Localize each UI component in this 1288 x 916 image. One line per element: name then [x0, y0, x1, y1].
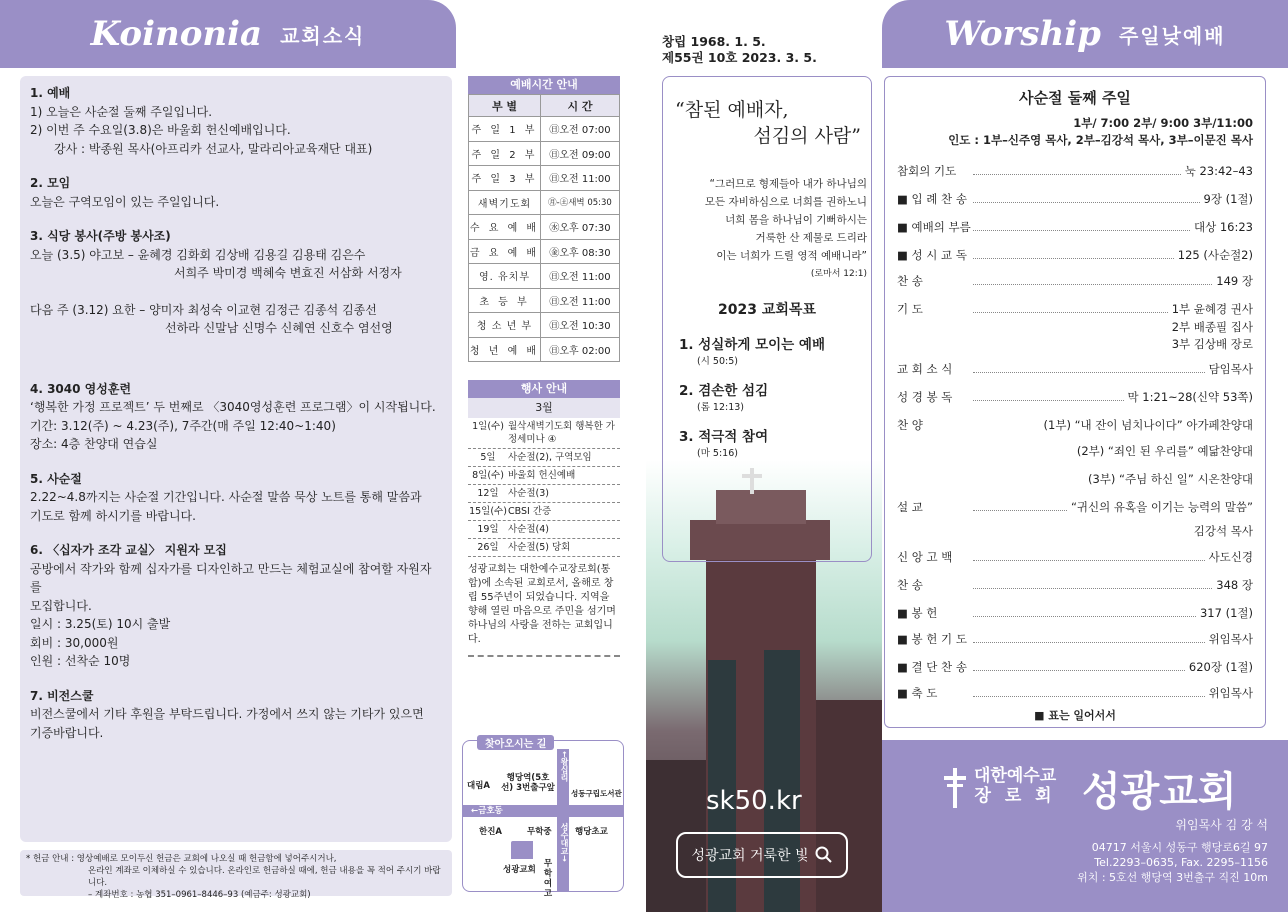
news-title: 2. 모임	[30, 176, 71, 190]
order-row: 찬 양 (1부) “내 잔이 넘치나이다” 아가페찬양대	[897, 418, 1253, 432]
goal-item: 1. 성실하게 모이는 예배 (시 50:5)	[679, 337, 825, 367]
preacher: 김강석 목사	[1193, 524, 1253, 538]
note-line: – 계좌번호 : 농협 351–0961–8446–93 (예금주: 성광교회)	[88, 890, 311, 900]
order-row: 기 도 1부 윤혜경 권사	[897, 302, 1253, 316]
news-line: 2) 이번 주 수요일(3.8)은 바울회 헌신예배입니다.	[30, 123, 291, 137]
theme-line: “참된 예배자,	[675, 99, 789, 121]
news-title: 6. 〈십자가 조각 교실〉 지원자 모집	[30, 543, 227, 557]
order-row: 설 교 “귀신의 유혹을 이기는 능력의 말씀”	[897, 500, 1253, 514]
koinonia-header	[0, 0, 456, 68]
news-line: 비전스쿨에서 기타 후원을 부탁드립니다. 가정에서 쓰지 않는 기타가 있으면	[30, 707, 424, 721]
events-title: 행사 안내	[468, 380, 620, 398]
standing-note: ■ 표는 일어서서	[1034, 709, 1116, 722]
news-line: ‘행복한 가정 프로젝트’ 두 번째로 〈3040영성훈련 프로그램〉이 시작됩니다.	[30, 400, 436, 414]
directions-map	[462, 739, 624, 899]
goal-item: 3. 적극적 참여 (마 5:16)	[679, 429, 769, 459]
verse-ref: (로마서 12:1)	[810, 269, 867, 279]
service-times: 1부/ 7:00 2부/ 9:00 3부/11:00 인도 : 1부–신주영 목사, 2부–김강석 목사, 3부–이문진 목사	[948, 116, 1253, 147]
map-label: 성동구립도서관	[571, 789, 622, 798]
list-item: 1일(수) 월삭새벽기도회 행복한 가정세미나 ④	[468, 418, 620, 449]
news-line: 장소: 4층 찬양대 연습실	[30, 437, 158, 451]
list-item: 8일(수) 바울회 헌신예배	[468, 467, 620, 485]
church-map-icon	[511, 841, 533, 859]
event-guide	[468, 380, 620, 657]
news-line: 강사 : 박종원 목사(아프리카 선교사, 말라리아교육재단 대표)	[54, 141, 373, 156]
news-title: 7. 비전스쿨	[30, 688, 94, 703]
map-label: 행당초교	[575, 827, 608, 837]
news-line: 서희주 박미경 백혜숙 변효진 서삼화 서정자	[174, 266, 402, 280]
list-item: 5일 사순절(2), 구역모임	[468, 449, 620, 467]
list-item: 15일(수) CBSI 간증	[468, 503, 620, 521]
table-row: 새벽기도회 ㊊-㊏새벽 05:30	[469, 190, 620, 215]
news-line: 오늘은 구역모임이 있는 주일입니다.	[30, 194, 220, 209]
publication-info	[662, 34, 817, 66]
table-row: 청 년 예 배 ㊐오후 02:00	[469, 337, 620, 362]
map-label: 대림A	[467, 781, 491, 791]
order-row: ■ 성 시 교 독 125 (사순절2)	[897, 248, 1253, 262]
schedule-table	[468, 94, 620, 362]
map-label: ←왕십리	[560, 751, 569, 782]
news-line: 회비 : 30,000원	[30, 635, 119, 650]
list-item: 26일 사순절(5) 당회	[468, 539, 620, 557]
note-line: * 헌금 안내 : 영상예배로 모이두신 헌금은 교회에 나오실 때 헌금함에 넣어주시거나,	[26, 854, 337, 864]
news-title: 4. 3040 영성훈련	[30, 381, 132, 396]
map-label: 행당역(5호선) 3번출구앞	[501, 773, 555, 793]
choir-line: (3부) “주님 하신 일” 시온찬양대	[1087, 472, 1253, 486]
theme-box	[662, 76, 872, 562]
goal-item: 2. 겸손한 섬김 (롬 12:13)	[679, 383, 769, 413]
map-label: 무학여고	[543, 859, 553, 899]
search-icon	[815, 846, 833, 864]
news-line: 2.22~4.8까지는 사순절 기간입니다. 사순절 말씀 묵상 노트를 통해 말씀과	[30, 490, 422, 504]
order-row: ■ 결 단 찬 송 620장 (1절)	[897, 660, 1253, 674]
goals-title: 2023 교회목표	[718, 302, 816, 318]
table-row: 영. 유치부 ㊐오전 11:00	[469, 264, 620, 289]
search-box[interactable]	[676, 832, 848, 878]
news-title: 3. 식당 봉사(주방 봉사조)	[30, 229, 171, 243]
order-row: 교 회 소 식 담임목사	[897, 362, 1253, 376]
map-label: 성수대교→	[560, 823, 569, 862]
order-row: 찬 송 149 장	[897, 274, 1253, 288]
order-row: 찬 송 348 장	[897, 578, 1253, 592]
founded: 창립 1968. 1. 5.	[662, 34, 766, 49]
order-row: ■ 봉 헌 317 (1절)	[897, 606, 1253, 620]
order-row: ■ 축 도 위임목사	[897, 686, 1253, 700]
news-line: 공방에서 작가와 함께 십자가를 디자인하고 만드는 체험교실에 참여할 자원자를	[30, 561, 432, 594]
koinonia-title-ko: 교회소식	[280, 23, 366, 48]
table-row: 초 등 부 ㊐오전 11:00	[469, 288, 620, 313]
news-line: 선하라 신말남 신명수 신혜연 신호수 염선영	[165, 321, 393, 335]
year-theme	[675, 97, 861, 149]
news-line: 기증바랍니다.	[30, 725, 104, 740]
table-row: 주 일 1 부 ㊐오전 07:00	[469, 117, 620, 142]
map-title: 찾아오시는 길	[477, 735, 554, 750]
pastor: 위임목사 김 강 석	[1175, 818, 1268, 832]
news-line: 기도로 함께 하시기를 바랍니다.	[30, 508, 196, 523]
news-title: 5. 사순절	[30, 471, 82, 486]
table-row: 주 일 2 부 ㊐오전 09:00	[469, 141, 620, 166]
denomination: 대한예수교 장 로 회	[974, 766, 1057, 806]
table-row: 청 소 년 부 ㊐오전 10:30	[469, 313, 620, 338]
worship-title-ko: 주일낮예배	[1118, 23, 1226, 48]
cross-logo-icon	[942, 768, 968, 808]
map-label: 한진A	[479, 827, 503, 837]
news-line: 일시 : 3.25(토) 10시 출발	[30, 617, 171, 631]
events-month: 3월	[468, 398, 620, 418]
search-text: 성광교회 거룩한 빛	[691, 848, 809, 864]
col-header: 부 별	[469, 95, 541, 117]
news-line: 인원 : 선착순 10명	[30, 654, 131, 668]
note-line: 온라인 계좌로 이체하실 수 있습니다. 온라인로 헌금하실 때에, 헌금 내용을 꼭 적어 주시기 바랍니다.	[88, 866, 441, 888]
news-line: 오늘 (3.5) 야고보 – 윤혜경 김화회 김상배 김용길 김용태 김은수	[30, 247, 366, 262]
worship-title-en: Worship	[944, 14, 1101, 54]
list-item: 19일 사순절(4)	[468, 521, 620, 539]
news-line: 기간: 3.12(주) ~ 4.23(주), 7주간(매 주일 12:40~1:40)	[30, 418, 336, 433]
sunday-title: 사순절 둘째 주일	[1019, 89, 1131, 107]
news-line: 1) 오늘은 사순절 둘째 주일입니다.	[30, 104, 213, 119]
theme-line: 섬김의 사람”	[753, 125, 861, 147]
issue-number: 제55권 10호 2023. 3. 5.	[662, 50, 817, 65]
table-row: 금 요 예 배 ㊎오후 08:30	[469, 239, 620, 264]
map-label: ←금호동	[471, 806, 503, 816]
church-info	[882, 740, 1288, 912]
church-name: 성광교회	[1082, 769, 1237, 815]
order-row: 신 앙 고 백 사도신경	[897, 550, 1253, 564]
koinonia-title-en: Koinonia	[90, 14, 263, 54]
worship-header	[882, 0, 1288, 68]
map-label: 성광교회	[503, 865, 536, 875]
news-line: 모집합니다.	[30, 598, 92, 613]
offering-note	[20, 850, 452, 900]
order-row: ■ 입 례 찬 송 9장 (1절)	[897, 192, 1253, 206]
table-row: 주 일 3 부 ㊐오전 11:00	[469, 166, 620, 191]
order-of-service	[884, 76, 1266, 728]
choir-line: (2부) “죄인 된 우리를” 예닮찬양대	[1076, 444, 1253, 458]
worship-schedule	[468, 76, 620, 362]
order-row: 성 경 봉 독 막 1:21~28(신약 53쪽)	[897, 390, 1253, 404]
order-row: 참회의 기도 눅 23:42–43	[897, 164, 1253, 178]
website-url[interactable]: sk50.kr	[706, 786, 802, 816]
news-line: 다음 주 (3.12) 요한 – 양미자 최성숙 이교현 김정근 김종석 김종선	[30, 302, 377, 317]
schedule-title: 예배시간 안내	[468, 76, 620, 94]
news-title: 1. 예배	[30, 86, 71, 100]
church-intro: 성광교회는 대한예수교장로회(통합)에 소속된 교회로서, 올해로 창립 55주년이 되었습니다. 지역을 향해 열린 마음으로 주민을 섬기며 하나님의 사랑을 전하는 교회입니다.	[468, 557, 620, 657]
scripture-verse: “그러므로 형제들아 내가 하나님의 모든 자비하심으로 너희를 권하노니 너희 몸을 하나님이 기뻐하시는 거룩한 산 제물로 드리라 이는 너희가 드릴 영적 예배니라” (로마서 12:1)	[675, 175, 867, 283]
table-row: 수 요 예 배 ㊌오후 07:30	[469, 215, 620, 240]
contact: 04717 서울시 성동구 행당로6길 97 Tel.2293–0635, Fax. 2295–1156 위치 : 5호선 행당역 3번출구 직진 10m	[1077, 841, 1268, 884]
col-header: 시 간	[541, 95, 620, 117]
list-item: 12일 사순절(3)	[468, 485, 620, 503]
map-label: 무학중	[527, 827, 552, 837]
prayer-names: 2부 배종필 집사 3부 김상배 장로	[1171, 320, 1253, 351]
order-row: ■ 예배의 부름 대상 16:23	[897, 220, 1253, 234]
order-row: ■ 봉 헌 기 도 위임목사	[897, 632, 1253, 646]
church-news	[20, 76, 452, 842]
